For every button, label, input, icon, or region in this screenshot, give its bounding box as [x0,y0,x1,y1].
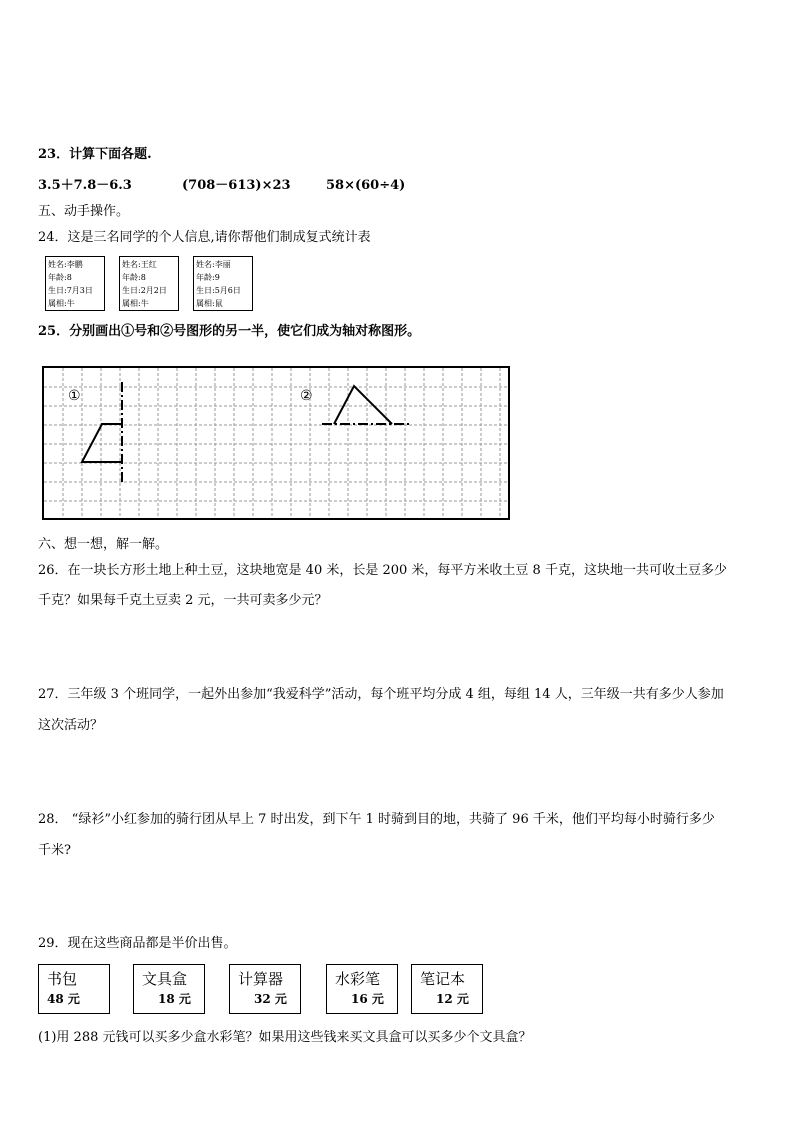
card-age: 年龄:9 [196,273,220,282]
card-zodiac: 属相:鼠 [196,299,223,308]
product-name: 计算器 [238,970,284,988]
card-age: 年龄:8 [48,273,72,282]
q23-expression-1: 3.5＋7.8－6.3 [38,178,132,193]
section-6-heading: 六、想一想，解一解。 [38,537,169,552]
product-card [229,964,301,1014]
student-card-3 [193,256,253,311]
q23-expression-2: (708－613)×23 [182,178,291,193]
section-5-heading: 五、动手操作。 [38,204,130,219]
product-price: 18 元 [158,992,191,1006]
student-card-1 [45,256,105,311]
card-zodiac: 属相:牛 [122,299,149,308]
q24-title: 24．这是三名同学的个人信息,请你帮他们制成复式统计表 [38,230,371,245]
grid-drawing [44,368,508,518]
product-price: 12 元 [436,992,469,1006]
card-birthday: 生日:2月2日 [122,286,167,295]
q27-line-1: 27．三年级 3 个班同学，一起外出参加“我爱科学”活动，每个班平均分成 4 组，每组 14 人，三年级一共有多少人参加 [38,687,724,702]
q29-subquestion-1: (1)用 288 元钱可以买多少盒水彩笔？如果用这些钱来买文具盒可以买多少个文具盒？ [38,1030,532,1045]
card-age: 年龄:8 [122,273,146,282]
card-birthday: 生日:5月6日 [196,286,241,295]
student-card-2 [119,256,179,311]
shape-2-half [334,386,392,424]
product-card [133,964,205,1014]
product-price: 32 元 [254,992,287,1006]
symmetry-grid [42,366,510,520]
product-card [38,964,110,1014]
shape-1-label: ① [68,388,81,404]
q26-line-1: 26．在一块长方形土地上种土豆，这块地宽是 40 米，长是 200 米，每平方米收土豆 8 千克，这块地一共可收土豆多少 [38,563,727,578]
q28-line-2: 千米? [38,843,71,858]
product-card [326,964,398,1014]
card-birthday: 生日:7月3日 [48,286,93,295]
product-name: 水彩笔 [335,970,381,988]
card-zodiac: 属相:牛 [48,299,75,308]
product-name: 文具盒 [142,970,188,988]
product-price: 16 元 [351,992,384,1006]
shape-1-half [82,424,122,462]
q27-line-2: 这次活动？ [38,718,104,733]
card-name: 姓名:李丽 [196,260,231,269]
grid-lines [44,368,508,518]
q26-line-2: 千克？如果每千克土豆卖 2 元，一共可卖多少元？ [38,593,328,608]
product-name: 书包 [47,970,78,988]
product-name: 笔记本 [420,970,466,988]
q23-title: 23．计算下面各题. [38,147,152,162]
q23-expression-3: 58×(60÷4) [326,178,406,193]
card-name: 姓名:王红 [122,260,157,269]
product-price: 48 元 [47,992,80,1006]
product-card [411,964,483,1014]
shape-2-label: ② [300,388,313,404]
q28-line-1: 28． “绿衫”小红参加的骑行团从早上 7 时出发，到下午 1 时骑到目的地，共骑了 96 千米，他们平均每小时骑行多少 [38,812,715,827]
q29-title: 29．现在这些商品都是半价出售。 [38,936,237,951]
card-name: 姓名:李鹏 [48,260,83,269]
q25-title: 25．分别画出①号和②号图形的另一半，使它们成为轴对称图形。 [38,324,421,339]
